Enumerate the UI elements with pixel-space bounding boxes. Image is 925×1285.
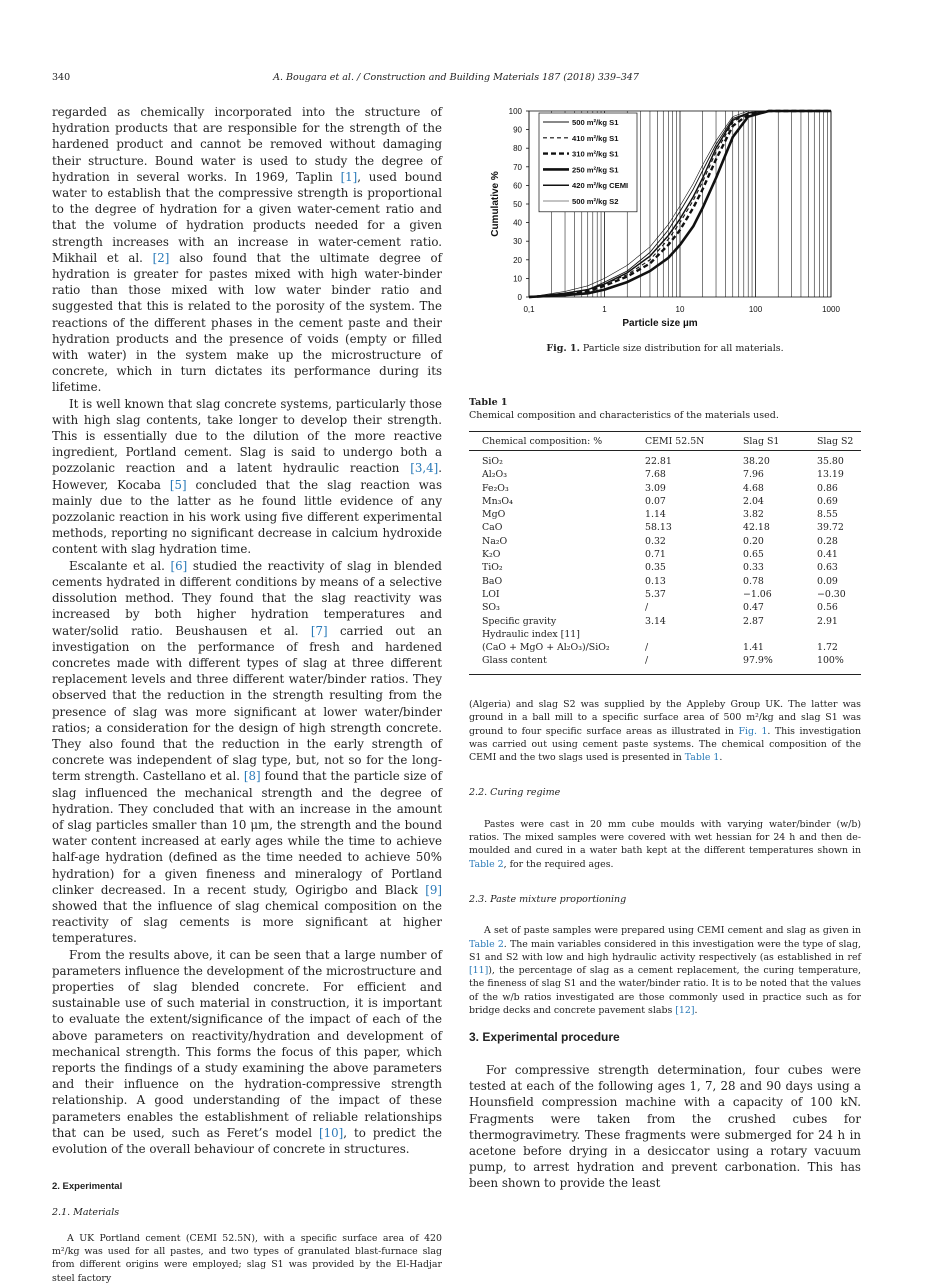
citation-link[interactable]: [9] — [425, 882, 442, 897]
table-row — [469, 561, 861, 574]
legend-label: 420 m²/kg CEMI — [572, 181, 629, 191]
citation-link[interactable]: [1] — [340, 169, 358, 184]
subsection-heading: 2.3. Paste mixture proportioning — [469, 893, 627, 905]
table-cell: 0.33 — [743, 562, 764, 574]
table-cell: 2.87 — [743, 615, 764, 627]
table-cell: 39.72 — [817, 522, 844, 534]
table-cell: 0.09 — [817, 575, 838, 587]
table-cell: Na₂O — [482, 535, 508, 547]
table-cell: 0.20 — [743, 535, 764, 547]
y-axis-label: Cumulative % — [490, 171, 501, 237]
y-tick-label: 10 — [513, 274, 522, 284]
y-tick-label: 20 — [513, 255, 522, 265]
table-cell: −0.30 — [817, 588, 846, 600]
legend-label: 250 m²/kg S1 — [572, 165, 619, 175]
column-header: CEMI 52.5N — [645, 432, 743, 451]
table-cell: 1.72 — [817, 642, 838, 654]
citation-link[interactable]: [8] — [243, 769, 261, 784]
table-cell: Hydraulic index [11] — [482, 628, 580, 640]
column-header: Slag S1 — [743, 432, 817, 451]
column-header: Slag S2 — [817, 432, 861, 451]
x-tick-label: 1 — [602, 305, 607, 314]
table-cell: 2.91 — [817, 615, 838, 627]
legend-label: 500 m²/kg S2 — [572, 197, 619, 206]
table-row — [469, 495, 861, 508]
table-caption: Table 1 Chemical composition and characteristics of the materials used. — [469, 397, 779, 421]
y-tick-label: 0 — [517, 293, 522, 302]
table-row — [469, 482, 861, 495]
table-cell: BaO — [482, 575, 503, 587]
y-tick-label: 50 — [513, 200, 522, 209]
table-row — [469, 601, 861, 614]
table-cell — [645, 628, 743, 641]
column-header: Chemical composition: % — [469, 432, 645, 451]
y-tick-label: 80 — [513, 144, 522, 154]
table-cell: 7.96 — [743, 469, 764, 481]
table-cell: Specific gravity — [482, 615, 557, 627]
table-row — [469, 654, 861, 674]
table-cell: K₂O — [482, 549, 501, 561]
table-row — [469, 521, 861, 534]
table-cell: 0.28 — [817, 535, 838, 547]
citation-link[interactable]: [5] — [169, 477, 187, 492]
table-row — [469, 628, 861, 641]
table-cell: (CaO + MgO + Al₂O₃)/SiO₂ — [482, 642, 610, 654]
table-link[interactable]: Table 1 — [684, 752, 720, 764]
table-cell: SiO₂ — [482, 456, 503, 467]
legend-label: 310 m²/kg S1 — [572, 149, 619, 159]
table-cell: 100% — [817, 654, 861, 674]
journal-citation: A. Bougara et al. / Construction and Building Materials 187 (2018) 339–347 — [273, 72, 639, 83]
citation-link[interactable]: [3,4] — [410, 461, 439, 476]
table-cell: MgO — [482, 509, 506, 521]
table-cell: 5.37 — [645, 588, 666, 600]
paragraph: A set of paste samples were prepared using CEMI cement and slag as given in Table 2. The main variables considered in this investigation were the type of slag, S1 and S2 with low and high hydraulic activity respectively (as established in ref [11]), the percentage of slag as a cement replacement, the curing temperature, the fineness of slag S1 and the water/binder ratio. It is to be noted that the values of the w/b ratios investigated are those commonly used in practice such as for bridge decks and concrete pavement slabs [12]. — [469, 925, 861, 1017]
paragraph: It is well known that slag concrete systems, particularly those with high slag contents, take longer to develop their strength. This is essentially due to the dilution of the more reactive ingredient, Portland cement. Slag is said to undergo both a pozzolanic reaction and a latent hydraulic reaction [3,4]. However, Kocaba [5] concluded that the slag reaction was mainly due to the latter as he found little evidence of any pozzolanic reaction in his work using five different experimental methods, reporting no significant decrease in calcium hydroxide content with slag hydration time. — [52, 396, 442, 557]
chemical-composition-table — [469, 431, 861, 675]
paragraph: (Algeria) and slag S2 was supplied by the Appleby Group UK. The latter was ground in a ball mill to a specific surface area of 500 m²/kg and slag S1 was ground to four specific surface areas as illustrated in Fig. 1. This investigation was carried out using cement paste systems. The chemical composition of the CEMI and the two slags used is presented in Table 1. — [469, 699, 861, 764]
table-cell: / — [645, 602, 649, 614]
y-tick-label: 30 — [513, 237, 522, 247]
x-tick-label: 1000 — [822, 305, 840, 314]
table-cell: 3.09 — [645, 482, 666, 494]
y-tick-label: 100 — [508, 107, 522, 116]
table-link[interactable]: Table 2 — [469, 858, 504, 870]
section-heading: 3. Experimental procedure — [469, 1030, 620, 1044]
table-cell: CaO — [482, 522, 503, 534]
right-column-text — [469, 698, 861, 1017]
table-cell: 97.9% — [743, 654, 817, 674]
paragraph: regarded as chemically incorporated into the structure of hydration products that are responsible for the strength of the hardened product and cannot be removed without damaging their structure. Bound water is used to study the degree of hydration in several works. In 1969, Taplin [1], used bound water to establish that the compressive strength is proportional to the degree of hydration for a given water-cement ratio and that the volume of hydration products needed for a given strength increases with an increase in water-cement ratio. Mikhail et al. [2] also found that the ultimate degree of hydration is greater for pastes mixed with high water-binder ratio than those mixed with low water binder ratio and suggested that this is related to the porosity of the system. The reactions of the different phases in the cement paste and their hydration products and the presence of voids (empty or filled with water) in the system make up the microstructure of concrete, which in turn dictates its performance during its lifetime. — [52, 105, 443, 395]
citation-link[interactable]: [10] — [319, 1125, 344, 1140]
table-row — [469, 575, 861, 588]
table-cell: / — [645, 654, 743, 674]
table-cell: 0.78 — [743, 575, 764, 587]
table-cell: 7.68 — [645, 469, 666, 481]
y-tick-label: 90 — [513, 125, 522, 135]
table-cell: 0.65 — [743, 549, 764, 561]
legend-label: 410 m²/kg S1 — [572, 133, 619, 143]
table-cell: 0.35 — [645, 562, 666, 574]
legend-label: 500 m²/kg S1 — [572, 118, 619, 127]
paragraph: Escalante et al. [6] studied the reactivity of slag in blended cements hydrated in different conditions by means of a selective dissolution method. They found that the slag reactivity was increased by both higher hydration temperatures and water/solid ratio. Beushausen et al. [7] carried out an investigation on the performance of fresh and hardened concretes made with different types of slag at three different replacement levels and three different water/binder ratios. They observed that the reduction in the strength resulting from the presence of slag was more significant at lower water/binder ratios; a consideration for the design of high strength concrete. They also found that the reduction in the early strength of concrete was independent of slag type, but, not so for the long-term strength. Castellano et al. [8] found that the particle size of slag influenced the mechanical strength and the degree of hydration. They concluded that with an increase in the amount of slag particles smaller than 10 μm, the strength and the bound water content increased at early ages while the time to achieve half-age hydration (defined as the time needed to achieve 50% hydration) for a given fineness and mineralogy of Portland clinker decreased. In a recent study, Ogirigbo and Black [9] showed that the influence of slag chemical composition on the reactivity of slag cements is more significant at higher temperatures. — [52, 558, 442, 946]
table-cell: 3.82 — [743, 509, 764, 521]
table-row — [469, 548, 861, 561]
table-cell: Fe₂O₃ — [482, 482, 509, 494]
table-cell: / — [645, 642, 649, 654]
table-cell: 1.41 — [743, 642, 764, 654]
citation-link[interactable]: [6] — [170, 558, 188, 573]
table-cell: LOI — [482, 588, 500, 600]
table-1-block — [469, 397, 861, 675]
citation-link[interactable]: [11] — [469, 965, 489, 977]
citation-link[interactable]: [7] — [310, 623, 328, 638]
table-row — [469, 641, 861, 654]
table-cell: 0.56 — [817, 602, 838, 614]
table-cell: 0.86 — [817, 482, 838, 494]
table-cell: 0.07 — [645, 495, 666, 507]
paragraph: For compressive strength determination, four cubes were tested at each of the following ages 1, 7, 28 and 90 days using a Hounsfield compression machine with a capacity of 100 kN. Fragments were taken from the crushed cubes for thermogravimetry. These fragments were submerged for 24 h in acetone before drying in a desiccator using a rotary vacuum pump, to arrest hydration and prevent carbonation. This has been shown to provide the least — [469, 1063, 861, 1191]
table-cell: 0.41 — [817, 549, 838, 561]
left-column — [52, 104, 442, 1285]
table-row — [469, 588, 861, 601]
table-cell: 0.13 — [645, 575, 666, 587]
table-cell: 13.19 — [817, 469, 844, 481]
table-cell: 0.71 — [645, 549, 666, 561]
table-cell: 58.13 — [645, 522, 672, 534]
figure-caption: Fig. 1. Particle size distribution for all materials. — [546, 343, 784, 354]
table-cell: 38.20 — [743, 456, 770, 467]
subsection-heading: 2.1. Materials — [52, 1207, 120, 1219]
citation-link[interactable]: [2] — [152, 250, 170, 265]
particle-size-chart — [484, 103, 846, 335]
table-cell: −1.06 — [743, 588, 772, 600]
table-cell — [817, 628, 861, 641]
table-cell: 1.14 — [645, 509, 666, 521]
x-tick-label: 0,1 — [523, 305, 535, 314]
page-number: 340 — [52, 72, 71, 83]
table-cell: 22.81 — [645, 456, 672, 467]
figure-link[interactable]: Fig. 1 — [738, 725, 768, 737]
table-cell — [743, 628, 817, 641]
x-tick-label: 10 — [675, 305, 685, 314]
y-tick-label: 70 — [513, 162, 522, 172]
table-row — [469, 451, 861, 469]
running-header — [52, 72, 860, 88]
table-cell: SO₃ — [482, 602, 500, 614]
table-link[interactable]: Table 2 — [469, 938, 504, 950]
table-cell: 2.04 — [743, 495, 764, 507]
section-heading: 2. Experimental — [52, 1181, 123, 1193]
x-axis-label: Particle size µm — [622, 318, 698, 329]
section-3 — [469, 1030, 861, 1192]
table-cell: 3.14 — [645, 615, 666, 627]
y-tick-label: 40 — [513, 218, 522, 228]
paragraph: From the results above, it can be seen that a large number of parameters influence the development of the microstructure and properties of slag blended concrete. For efficient and sustainable use of such material in construction, it is important to evaluate the extent/significance of the impact of each of the above parameters on reactivity/hydration and development of mechanical strength. This forms the focus of this paper, which reports the findings of a study examining the above parameters and their influence on the hydration-compressive strength relationship. A good understanding of the impact of these parameters enables the establishment of reliable relationships that can be used, such as Feret’s model [10], to predict the evolution of the overall behaviour of concrete in structures. — [52, 947, 442, 1156]
table-cell: Glass content — [469, 654, 645, 674]
table-cell: 0.63 — [817, 562, 838, 574]
citation-link[interactable]: [12] — [675, 1005, 695, 1017]
table-cell: 4.68 — [743, 482, 764, 494]
table-row — [469, 468, 861, 481]
table-row — [469, 615, 861, 628]
table-row — [469, 535, 861, 548]
subsection-heading: 2.2. Curing regime — [469, 787, 561, 799]
table-cell: 8.55 — [817, 509, 838, 521]
table-cell: 0.47 — [743, 602, 764, 614]
table-cell: Al₂O₃ — [482, 469, 507, 481]
paragraph: Pastes were cast in 20 mm cube moulds with varying water/binder (w/b) ratios. The mixed samples were covered with wet hessian for 24 h and then de-moulded and cured in a water bath kept at the different temperatures shown in Table 2, for the required ages. — [469, 818, 861, 870]
paragraph: A UK Portland cement (CEMI 52.5N), with a specific surface area of 420 m²/kg was used for all pastes, and two types of granulated blast-furnace slag from different origins were employed; slag S1 was provided by the El-Hadjar steel factory — [52, 1232, 442, 1284]
x-tick-label: 100 — [748, 305, 763, 314]
table-cell: Mn₃O₄ — [482, 495, 513, 507]
table-cell: 0.32 — [645, 535, 666, 547]
table-cell: 0.69 — [817, 495, 838, 507]
table-row — [469, 508, 861, 521]
table-cell: 35.80 — [817, 456, 844, 467]
table-cell: 42.18 — [743, 522, 770, 534]
table-cell: TiO₂ — [482, 562, 503, 574]
y-tick-label: 60 — [513, 181, 522, 191]
